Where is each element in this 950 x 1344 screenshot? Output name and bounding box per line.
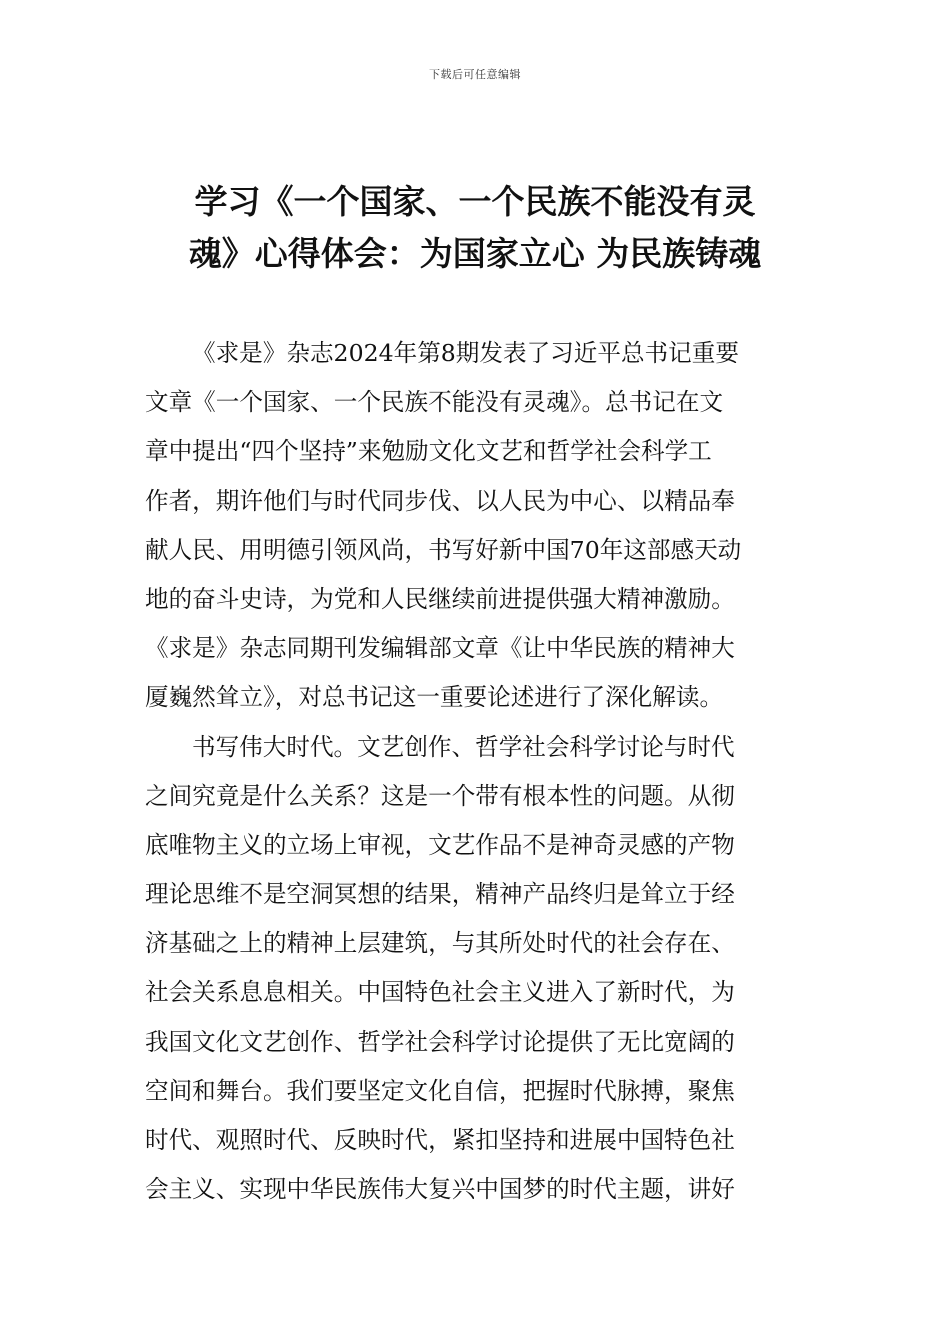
paragraph-2-line: 时代、观照时代、反映时代，紧扣坚持和进展中国特色社 (145, 1126, 735, 1154)
paragraph-2-line: 书写伟大时代。文艺创作、哲学社会科学讨论与时代 (192, 732, 735, 761)
paragraph-2-line: 我国文化文艺创作、哲学社会科学讨论提供了无比宽阔的 (145, 1027, 735, 1056)
paragraph-2-line: 空间和舞台。我们要坚定文化自信，把握时代脉搏，聚焦 (145, 1076, 735, 1105)
paragraph-1-line: 作者，期许他们与时代同步伐、以人民为中心、以精品奉 (145, 486, 735, 515)
paragraph-2-line: 会主义、实现中华民族伟大复兴中国梦的时代主题，讲好 (145, 1175, 735, 1204)
paragraph-1-line: 献人民、用明德引领风尚，书写好新中国70年这部感天动 (145, 535, 742, 564)
title-line-1: 学习《一个国家、一个民族不能没有灵 (194, 182, 756, 221)
title-line-2: 魂》心得体会：为国家立心 为民族铸魂 (188, 234, 762, 273)
paragraph-1-line: 章中提出“四个坚持”来勉励文化文艺和哲学社会科学工 (145, 437, 712, 466)
paragraph-1-line: 《求是》杂志同期刊发编辑部文章《让中华民族的精神大 (145, 634, 735, 663)
paragraph-1-line: 地的奋斗史诗，为党和人民继续前进提供强大精神激励。 (145, 584, 735, 613)
paragraph-1-line: 文章《一个国家、一个民族不能没有灵魂》。总书记在文 (145, 388, 724, 417)
paragraph-2-line: 社会关系息息相关。中国特色社会主义进入了新时代，为 (145, 978, 735, 1007)
document-body (145, 329, 809, 1214)
document-title (130, 176, 820, 280)
paragraph-1-line: 《求是》杂志2024年第8期发表了习近平总书记重要 (192, 339, 739, 367)
paragraph-2-line: 济基础之上的精神上层建筑，与其所处时代的社会存在、 (145, 929, 735, 958)
paragraph-2-line: 底唯物主义的立场上审视，文艺作品不是神奇灵感的产物 (145, 830, 735, 859)
paragraph-2-line: 之间究竟是什么关系？这是一个带有根本性的问题。从彻 (145, 781, 735, 810)
header-note: 下载后可任意编辑 (429, 68, 521, 81)
paragraph-2-line: 理论思维不是空洞冥想的结果，精神产品终归是耸立于经 (145, 880, 735, 909)
paragraph-1-line: 厦巍然耸立》，对总书记这一重要论述进行了深化解读。 (145, 683, 724, 712)
